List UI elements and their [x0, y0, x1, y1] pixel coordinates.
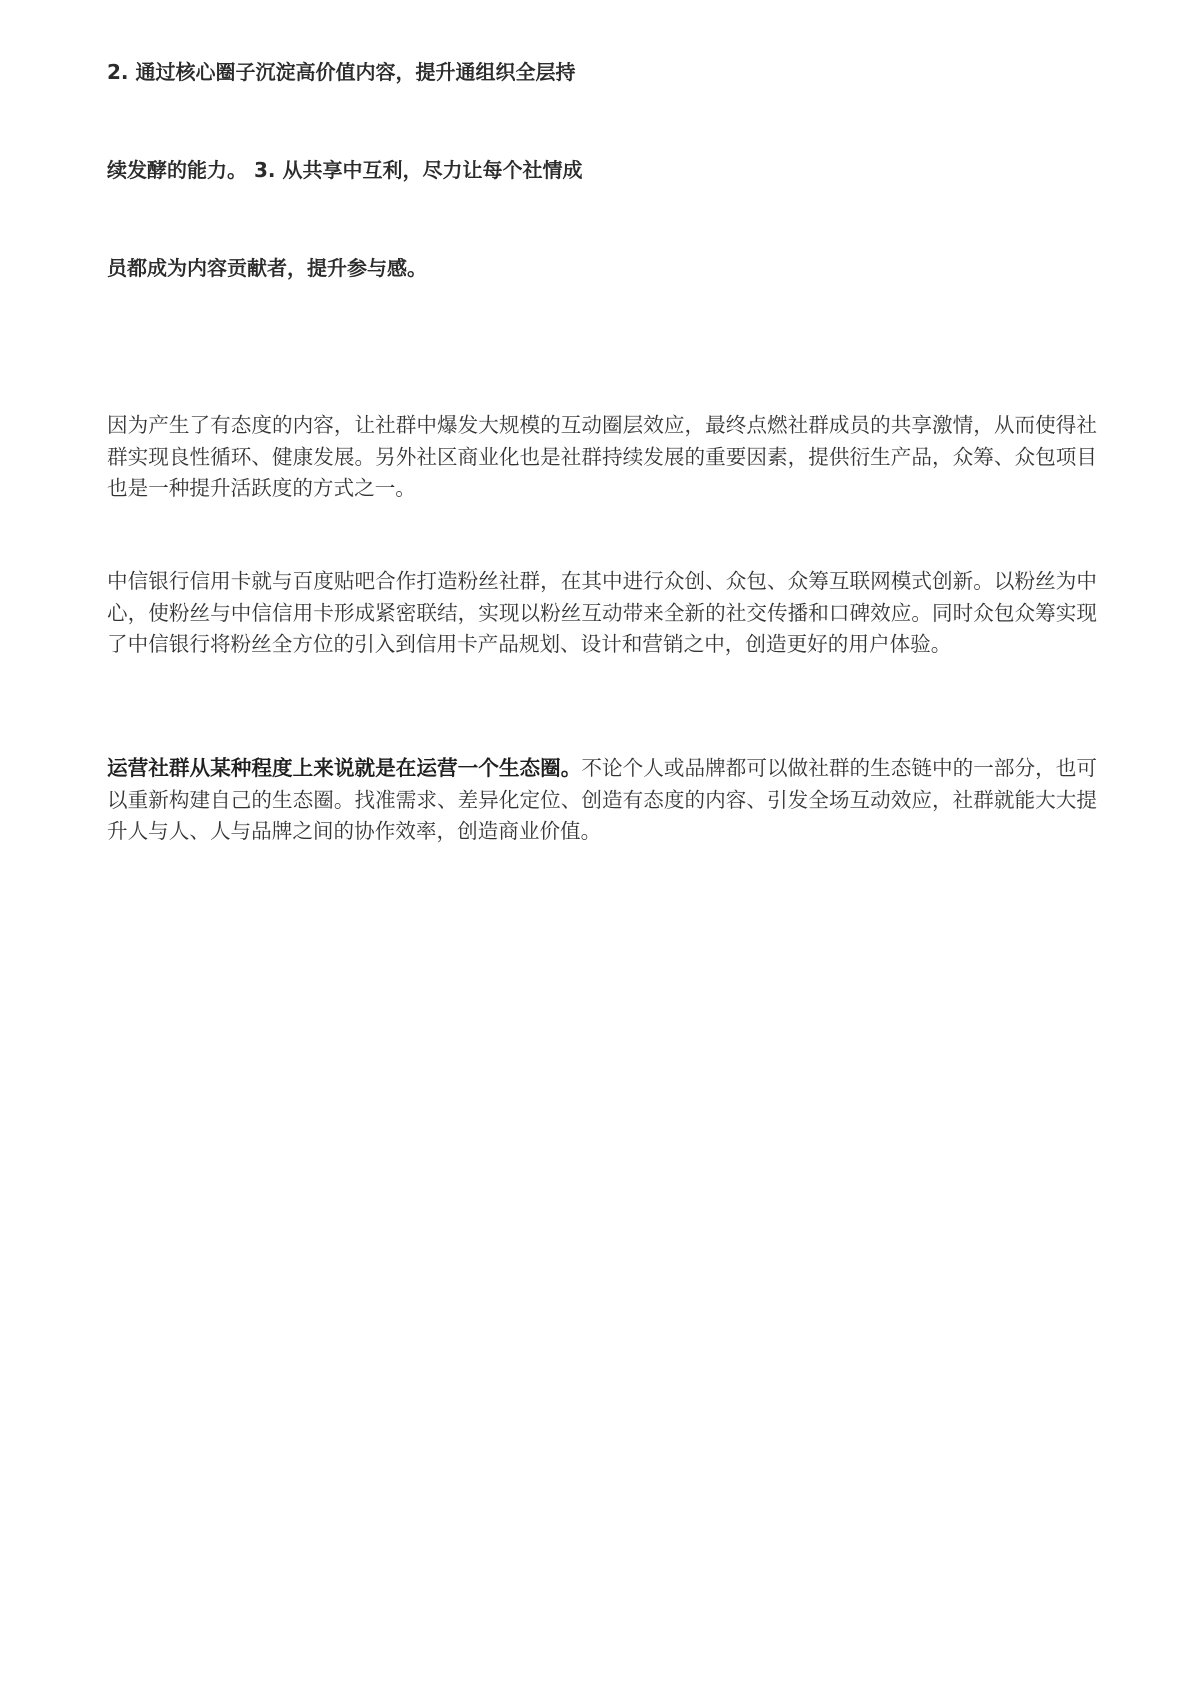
bold-list-line-3: 员都成为内容贡献者，提升参与感。 [107, 256, 427, 280]
paragraph-ecosystem [107, 753, 1097, 848]
bold-list-line-1: 2. 通过核心圈子沉淀高价值内容，提升通组织全层持 [107, 60, 576, 84]
paragraph-ecosystem-lead: 运营社群从某种程度上来说就是在运营一个生态圈。 [107, 756, 582, 780]
paragraph-citic-case: 中信银行信用卡就与百度贴吧合作打造粉丝社群，在其中进行众创、众包、众筹互联网模式创新。以粉丝为中心，使粉丝与中信信用卡形成紧密联结，实现以粉丝互动带来全新的社交传播和口碑效应。同时众包众筹实现了中信银行将粉丝全方位的引入到信用卡产品规划、设计和营销之中，创造更好的用户体验。 [107, 569, 1097, 656]
paragraph-ecosystem-body: 不论个人或品牌都可以做社群的生态链中的一部分，也可以重新构建自己的生态圈。找准需求、差异化定位、创造有态度的内容、引发全场互动效应，社群就能大大提升人与人、人与品牌之间的协作效率，创造商业价值。 [107, 756, 1097, 843]
paragraph-community-effect: 因为产生了有态度的内容，让社群中爆发大规模的互动圈层效应，最终点燃社群成员的共享激情，从而使得社群实现良性循环、健康发展。另外社区商业化也是社群持续发展的重要因素，提供衍生产品，众筹、众包项目也是一种提升活跃度的方式之一。 [107, 413, 1097, 500]
bold-list-line-2: 续发酵的能力。 3. 从共享中互利，尽力让每个社情成 [107, 158, 583, 182]
